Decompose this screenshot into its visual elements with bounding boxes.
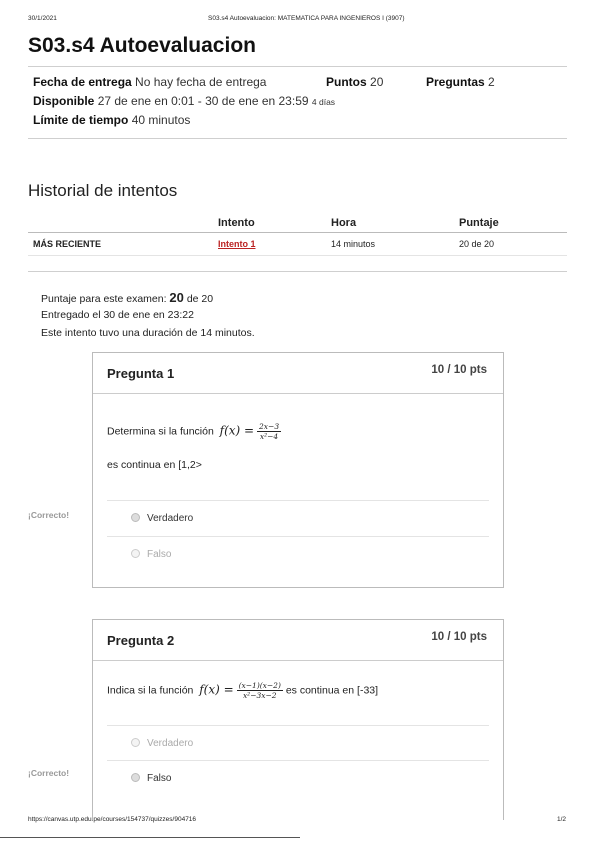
question-text-prefix: Indica si la función [107,684,194,697]
option-divider [107,760,489,761]
question-points: 10 / 10 pts [431,631,487,643]
option-true[interactable] [131,738,193,749]
time-limit-label: Límite de tiempo [33,113,129,127]
col-attempt: Intento [218,217,255,229]
available-value: 27 de ene en 0:01 - 30 de ene en 23:59 [97,94,309,108]
question-2 [92,619,504,820]
question-title: Pregunta 2 [107,633,175,648]
option-label: Falso [147,773,172,784]
formula-numerator: 2x−3 [259,422,280,431]
footer-url: https://canvas.utp.edu.pe/courses/154737/quizzes/904716 [28,816,197,823]
available-row [33,94,335,108]
attempt-score: 20 de 20 [459,239,495,249]
option-label: Verdadero [147,513,194,524]
divider [28,138,567,139]
formula-fraction [237,681,283,700]
option-divider [107,725,489,726]
score-suffix: de 20 [186,293,214,305]
table-header-divider [28,232,567,233]
submitted-text: Entregado el 30 de ene en 23:22 [41,309,194,321]
question-header [93,353,503,394]
due-label: Fecha de entrega [33,75,132,89]
option-label: Verdadero [147,738,194,749]
radio-icon[interactable] [131,549,140,558]
divider [28,271,567,272]
question-text [107,422,281,441]
formula-fraction [257,422,281,441]
print-date: 30/1/2021 [28,15,57,22]
radio-selected-icon[interactable] [131,513,140,522]
option-false[interactable] [131,549,171,560]
option-label: Falso [147,549,172,560]
points-label: Puntos [326,75,367,89]
option-false[interactable] [131,773,171,784]
bottom-rule [0,837,300,838]
question-text-line2: es continua en [1,2> [107,459,202,471]
print-doc-title: S03.s4 Autoevaluacion: MATEMATICA PARA INGENIEROS I (3907) [208,15,405,22]
questions-row [426,75,495,89]
question-points: 10 / 10 pts [431,364,487,376]
col-score: Puntaje [459,217,499,229]
question-title: Pregunta 1 [107,366,175,381]
questions-value: 2 [488,75,495,89]
question-text-suffix: es continua en [-33] [285,684,379,697]
radio-selected-icon[interactable] [131,773,140,782]
formula-numerator: (x−1)(x−2) [238,681,281,690]
due-value: No hay fecha de entrega [135,75,267,89]
col-time: Hora [331,217,357,229]
correct-label: ¡Correcto! [28,768,70,778]
history-title: Historial de intentos [28,181,178,200]
points-value: 20 [370,75,384,89]
points-row [326,75,383,89]
due-date-row [33,75,266,89]
available-days: 4 días [311,97,336,107]
duration-text: Este intento tuvo una duración de 14 minutos. [41,327,255,339]
footer-page: 1/2 [557,816,567,823]
formula-denominator: x²−3x−2 [242,691,277,700]
option-divider [107,500,489,501]
questions-label: Preguntas [426,75,485,89]
formula-denominator: x²−4 [259,432,279,441]
formula-lhs: f(x) = [219,423,255,438]
score-summary [41,290,213,305]
formula-lhs: f(x) = [199,682,234,697]
available-label: Disponible [33,94,95,108]
score-value: 20 [169,290,184,305]
question-1 [92,352,504,588]
question-text-prefix: Determina si la función [107,425,214,438]
attempt-time: 14 minutos [331,239,376,249]
option-true[interactable] [131,513,193,524]
attempt-link[interactable]: Intento 1 [218,239,256,249]
divider [28,66,567,67]
question-header [93,620,503,661]
row-label: MÁS RECIENTE [33,239,102,249]
question-text [107,681,378,700]
correct-label: ¡Correcto! [28,510,70,520]
option-divider [107,536,489,537]
time-limit-value: 40 minutos [131,113,191,127]
score-prefix: Puntaje para este examen: [41,293,167,305]
radio-icon[interactable] [131,738,140,747]
page-title: S03.s4 Autoevaluacion [28,34,256,57]
table-row-divider [28,255,567,256]
time-limit-row [33,113,190,127]
